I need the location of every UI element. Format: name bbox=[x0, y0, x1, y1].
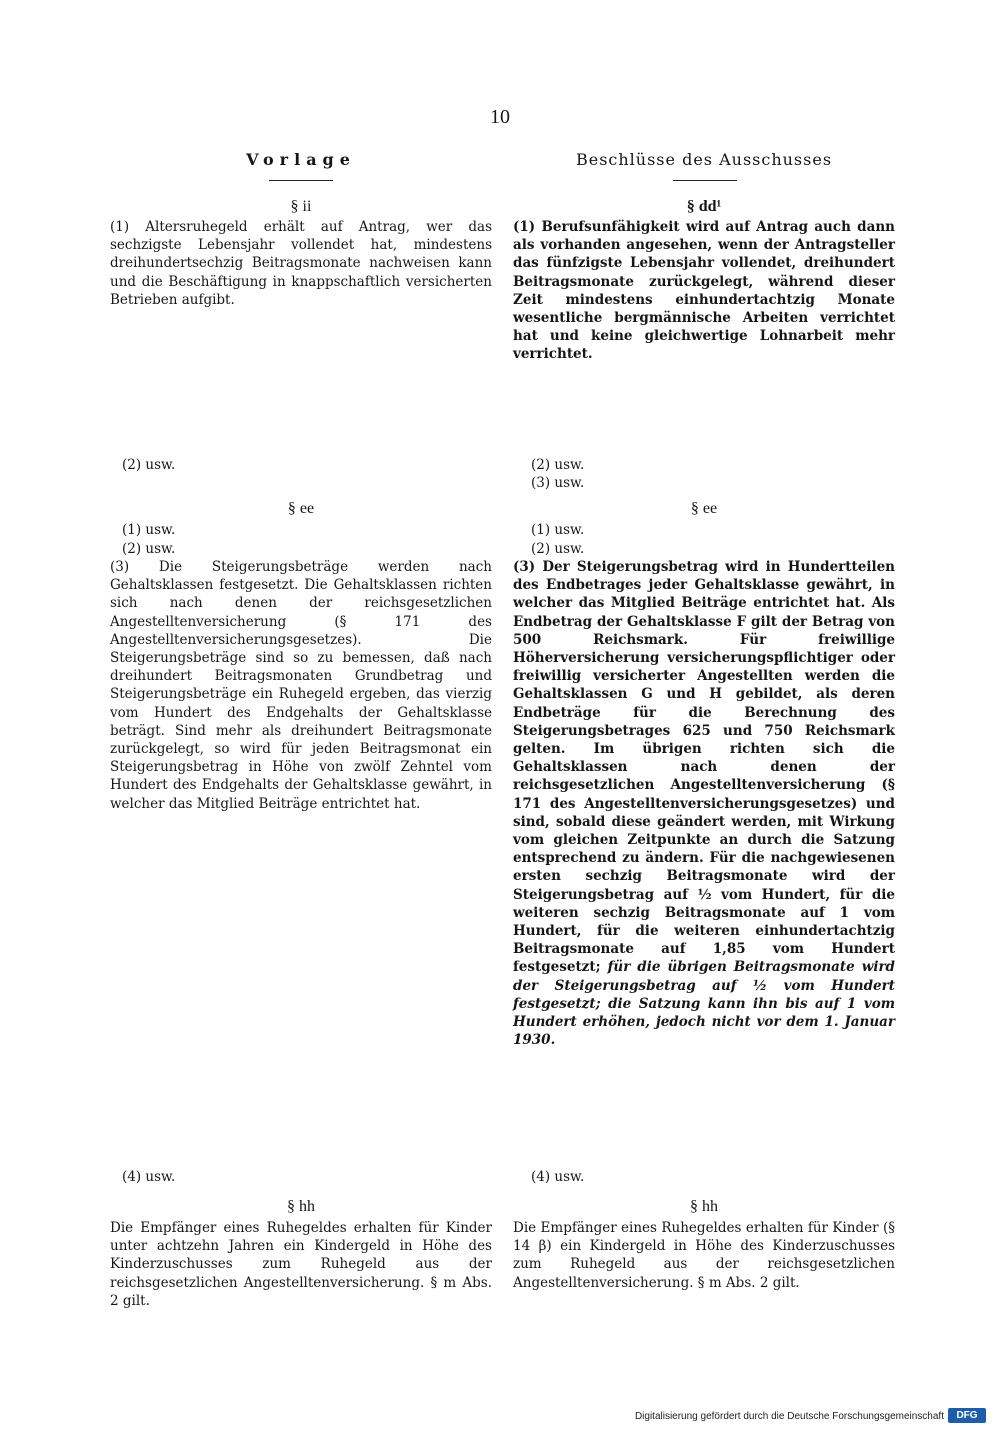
right-section-dd1-title: § dd¹ bbox=[686, 198, 722, 215]
right-heading: Beschlüsse des Ausschusses bbox=[575, 150, 833, 169]
left-section-ee-paragraph-1: (1) usw. bbox=[122, 522, 176, 538]
right-section-ee-paragraph-4: (4) usw. bbox=[531, 1169, 585, 1185]
right-section-ee-paragraph-1: (1) usw. bbox=[531, 522, 585, 538]
left-section-hh-title: § hh bbox=[287, 1198, 315, 1215]
right-section-hh-title: § hh bbox=[690, 1198, 718, 1215]
left-section-ee-paragraph-4: (4) usw. bbox=[122, 1169, 176, 1185]
right-section-ee-paragraph-2: (2) usw. bbox=[531, 541, 585, 557]
left-section-ee-title: § ee bbox=[287, 500, 315, 517]
right-section-ee-paragraph-3 bbox=[513, 558, 895, 1049]
right-ee-paragraph-3-text: (3) Der Steigerungsbetrag wird in Hundertteilen des Endbetrages jeder Gehaltsklasse gewährt, in welcher das Mitglied Beiträge entrichtet hat. Als Endbetrag der Gehaltsklasse F gilt der Betrag von 500 Reichsmark. Für freiwillige Höherversicherung versicherungspflichtiger oder freiwillig versicherter Angestellten werden die Gehaltsklassen G und H gebildet, als deren Endbeträge für die Berechnung des Steigerungsbetrages 625 und 750 Reichsmark gelten. Im übrigen richten sich die Gehaltsklassen nach denen der reichsgesetzlichen Angestelltenversicherung (§ 171 des Angestelltenversicherungsgesetzes) und sind, sobald diese geändert werden, mit Wirkung vom gleichen Zeitpunkte an durch die Satzung entsprechend zu ändern. Für die nachgewiesenen ersten sechzig Beitragsmonate wird der Steigerungsbetrag auf ½ vom Hundert, für die weiteren sechzig Beitragsmonate auf 1 vom Hundert, für die weiteren einhundertachtzig Beitragsmonate auf 1,85 vom Hundert festgesetzt; bbox=[513, 559, 895, 976]
right-section-ee-title: § ee bbox=[690, 500, 718, 517]
left-section-ii-paragraph-1: (1) Altersruhegeld erhält auf Antrag, wer das sechzigste Lebensjahr vollendet hat, mindestens dreihundertsechzig Beitragsmonate nachweisen kann und die Beschäftigung in knappschaftlich versicherten Betrieben aufgibt. bbox=[110, 219, 492, 308]
right-section-dd1-paragraph-1: (1) Berufsunfähigkeit wird auf Antrag auch dann als vorhanden angesehen, wenn der Antragsteller das fünfzigste Lebensjahr vollendet, dreihundert Beitragsmonate zurückgelegt, während dieser Zeit mindestens einhundertachtzig Monate wesentliche bergmännische Arbeiten verrichtet hat und keine gleichwertige Lohnarbeit mehr verrichtet. bbox=[513, 219, 895, 363]
left-section-ii-paragraph-2: (2) usw. bbox=[122, 457, 176, 473]
left-section-hh-paragraph: Die Empfänger eines Ruhegeldes erhalten für Kinder unter achtzehn Jahren ein Kindergeld in Höhe des Kinderzuschusses zum Ruhegeld aus der reichsgesetzlichen Angestelltenversicherung. § m Abs. 2 gilt. bbox=[110, 1220, 492, 1309]
left-section-ii-title: § ii bbox=[290, 198, 312, 215]
right-section-hh-paragraph: Die Empfänger eines Ruhegeldes erhalten für Kinder (§ 14 β) ein Kindergeld in Höhe des Kinderzuschusses zum Ruhegeld aus der reichsgesetzlichen Angestelltenversicherung. § m Abs. 2 gilt. bbox=[513, 1220, 895, 1291]
footer-credit: Digitalisierung gefördert durch die Deutsche Forschungsgemeinschaft bbox=[634, 1411, 944, 1422]
right-ee-paragraph-3-italic-text: für die übrigen Beitragsmonate wird der Steigerungsbetrag auf ½ vom Hundert festgesetzt; die Satzung kann ihn bis auf 1 vom Hundert erhöhen, jedoch nicht vor dem 1. Januar 1930. bbox=[513, 959, 896, 1049]
dfg-logo: DFG bbox=[948, 1408, 986, 1423]
right-section-dd1-paragraph-3: (3) usw. bbox=[531, 475, 585, 491]
right-section-dd1-paragraph-2: (2) usw. bbox=[531, 457, 585, 473]
left-section-ee-paragraph-2: (2) usw. bbox=[122, 541, 176, 557]
left-section-ee-paragraph-3: (3) Die Steigerungsbeträge werden nach Gehaltsklassen festgesetzt. Die Gehaltsklassen richten sich nach denen der reichsgesetzlichen Angestelltenversicherung (§ 171 des Angestelltenversicherungsgesetzes). Die Steigerungsbeträge sind so zu bemessen, daß nach dreihundert Beitragsmonaten Grundbetrag und Steigerungsbeträge ein Ruhegeld ergeben, das vierzig vom Hundert des Endgehalts der Gehaltsklasse beträgt. Sind mehr als dreihundert Beitragsmonate zurückgelegt, so wird für jeden Beitragsmonat ein Steigerungsbetrag in Höhe von zwölf Zehntel vom Hundert des Endgehalts der Gehaltsklasse gewährt, in welcher das Mitglied Beiträge entrichtet hat. bbox=[110, 559, 492, 812]
left-heading-rule bbox=[269, 180, 333, 181]
page-number: 10 bbox=[490, 106, 510, 128]
left-heading: Vorlage bbox=[246, 150, 356, 169]
right-heading-rule bbox=[673, 180, 737, 181]
